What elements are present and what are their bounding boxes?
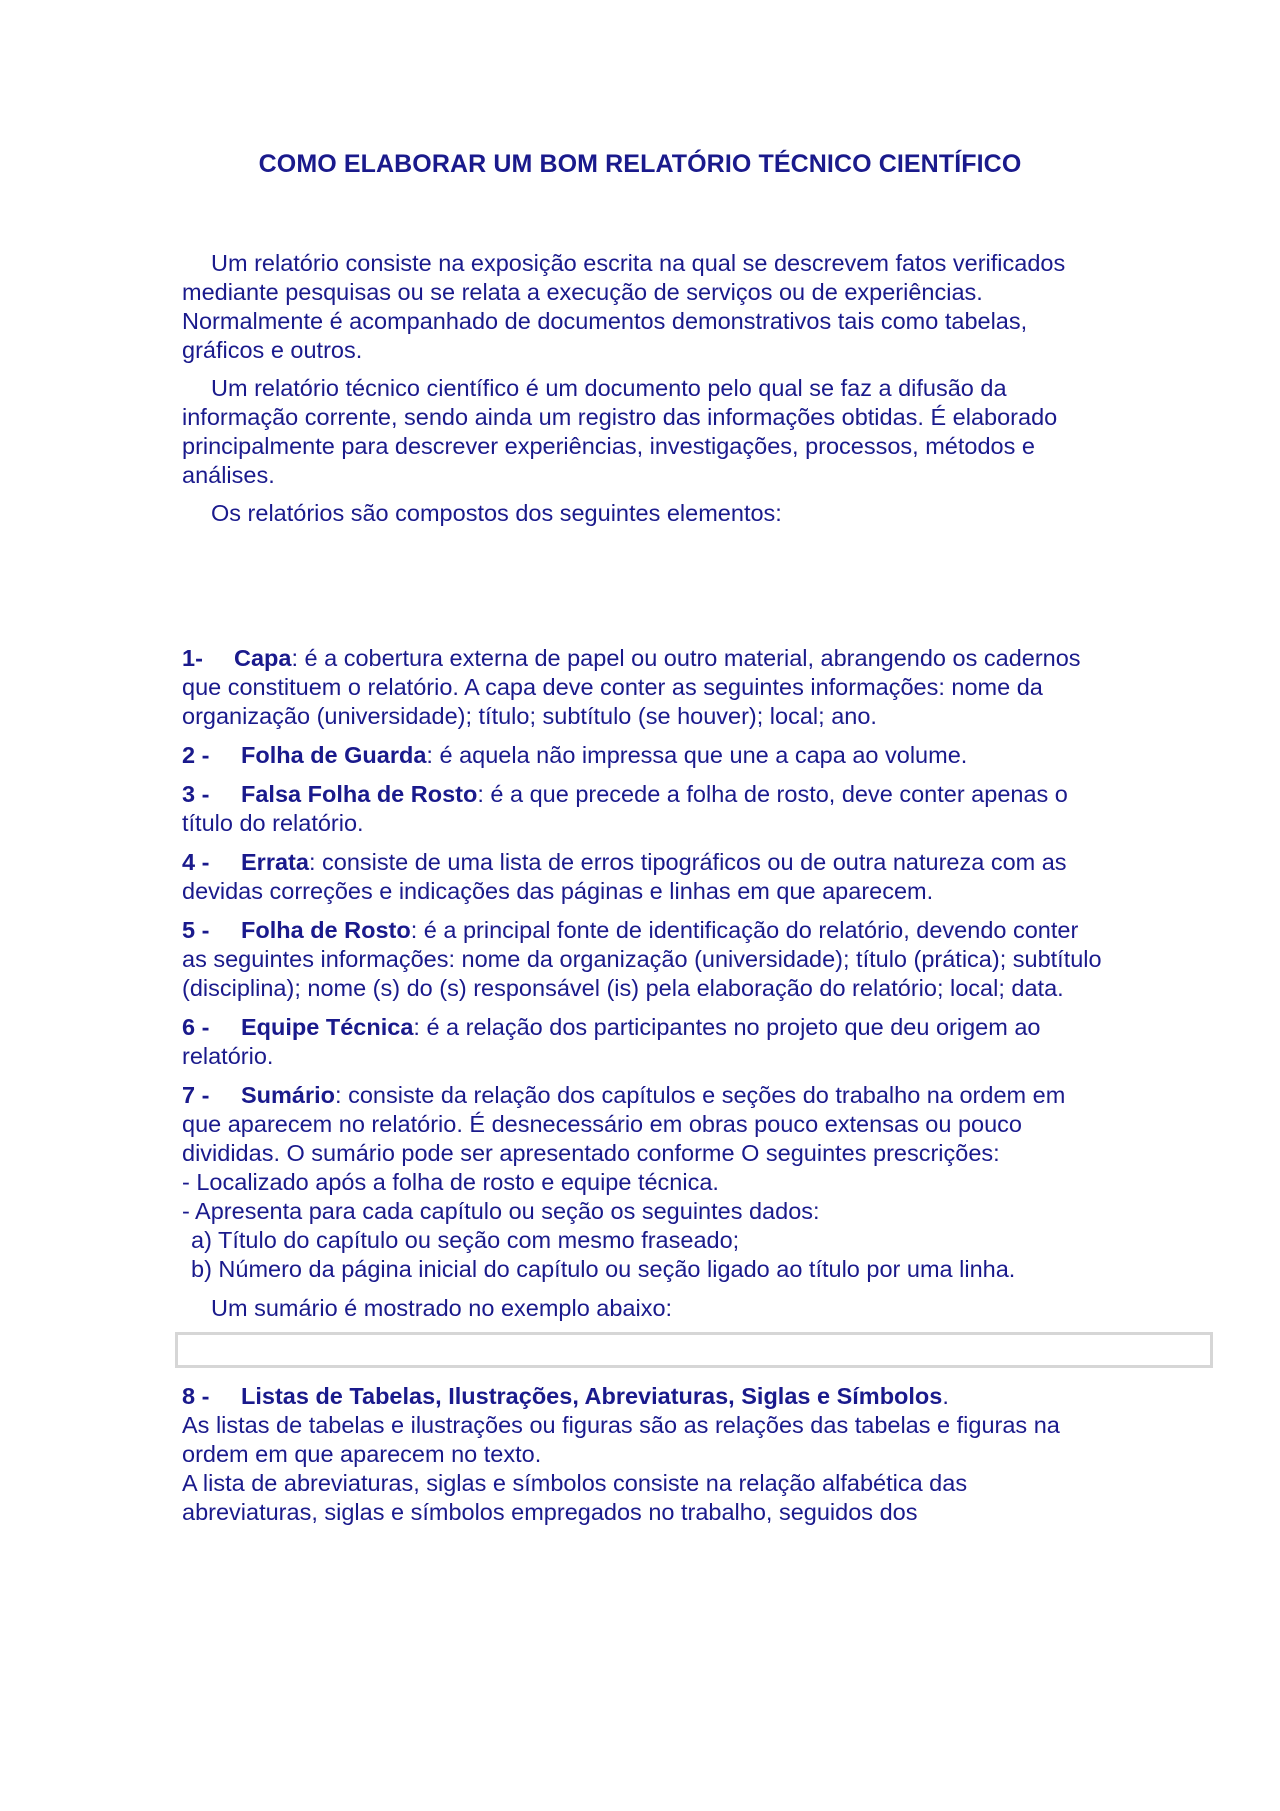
- item-text: : é aquela não impressa que une a capa ao volume.: [426, 742, 968, 768]
- item-title: Listas de Tabelas, Ilustrações, Abreviaturas, Siglas e Símbolos: [241, 1383, 943, 1409]
- item-title: Falsa Folha de Rosto: [241, 781, 478, 807]
- spacer: [182, 537, 1102, 644]
- sumario-detail-b-text: b) Número da página inicial do capítulo ou seção ligado ao título por uma linha.: [191, 1256, 1016, 1282]
- item-number: 2 -: [182, 742, 210, 768]
- item-title: Capa: [234, 645, 292, 671]
- item-number: 6 -: [182, 1014, 210, 1040]
- item-title: Sumário: [241, 1082, 336, 1108]
- document-body: [182, 249, 1102, 1537]
- listas-text-2: A lista de abreviaturas, siglas e símbolos consiste na relação alfabética das abreviaturas, siglas e símbolos empregados no trabalho, seguidos dos: [182, 1470, 968, 1525]
- sumario-detail-1: - Localizado após a folha de rosto e equipe técnica.: [182, 1169, 719, 1195]
- item-text: : é a principal fonte de identificação do relatório, devendo conter as seguintes informações: nome da organização (universidade); título (prática); subtítulo (disciplina); nome (s) do (s) responsável (is) pela elaboração do relatório; local; data.: [182, 917, 1102, 1001]
- item-number: 1-: [182, 645, 203, 671]
- sumario-detail-2: - Apresenta para cada capítulo ou seção os seguintes dados:: [182, 1198, 820, 1224]
- item-title-end: .: [942, 1383, 949, 1409]
- item-title: Folha de Guarda: [241, 742, 427, 768]
- document-title: COMO ELABORAR UM BOM RELATÓRIO TÉCNICO CIENTÍFICO: [258, 150, 1022, 178]
- sumario-detail-a: a) Título do capítulo ou seção com mesmo fraseado;: [191, 1227, 740, 1253]
- list-item-capa: [182, 644, 1102, 731]
- item-text: : é a que precede a folha de rosto, deve conter apenas o título do relatório.: [182, 781, 1068, 836]
- list-item-folha-de-guarda: [182, 741, 1102, 770]
- item-number: 8 -: [182, 1383, 210, 1409]
- sumario-detail-b: [182, 1255, 1102, 1284]
- item-number: 5 -: [182, 917, 210, 943]
- summary-example-text: Um sumário é mostrado no exemplo abaixo:: [211, 1295, 673, 1321]
- item-number: 4 -: [182, 849, 210, 875]
- list-item-sumario: [182, 1081, 1102, 1284]
- intro-paragraph-3: Os relatórios são compostos dos seguintes elementos:: [211, 500, 782, 526]
- item-text: : é a relação dos participantes no projeto que deu origem ao relatório.: [182, 1014, 1041, 1069]
- intro-paragraph-2: Um relatório técnico científico é um documento pelo qual se faz a difusão da informação corrente, sendo ainda um registro das informações obtidas. É elaborado principalmente para descrever experiências, investigações, processos, métodos e análises.: [182, 375, 1058, 488]
- summary-example-box: [175, 1332, 1213, 1368]
- item-title: Errata: [241, 849, 309, 875]
- item-number: 7 -: [182, 1082, 210, 1108]
- item-text: : consiste de uma lista de erros tipográficos ou de outra natureza com as devidas correções e indicações das páginas e linhas em que aparecem.: [182, 849, 1067, 904]
- list-item-folha-de-rosto: [182, 916, 1102, 1003]
- list-item-equipe-tecnica: [182, 1013, 1102, 1071]
- item-number: 3 -: [182, 781, 210, 807]
- item-title: Folha de Rosto: [241, 917, 411, 943]
- item-text: : consiste da relação dos capítulos e seções do trabalho na ordem em que aparecem no relatório. É desnecessário em obras pouco extensas ou pouco divididas. O sumário pode ser apresentado conforme O seguintes prescrições:: [182, 1082, 1066, 1166]
- list-item-falsa-folha-de-rosto: [182, 780, 1102, 838]
- listas-text-1: As listas de tabelas e ilustrações ou figuras são as relações das tabelas e figuras na ordem em que aparecem no texto.: [182, 1412, 1060, 1467]
- item-title: Equipe Técnica: [241, 1014, 414, 1040]
- list-item-errata: [182, 848, 1102, 906]
- item-text: : é a cobertura externa de papel ou outro material, abrangendo os cadernos que constituem o relatório. A capa deve conter as seguintes informações: nome da organização (universidade); título; subtítulo (se houver); local; ano.: [182, 645, 1081, 729]
- intro-paragraph-1: Um relatório consiste na exposição escrita na qual se descrevem fatos verificados mediante pesquisas ou se relata a execução de serviços ou de experiências. Normalmente é acompanhado de documentos demonstrativos tais como tabelas, gráficos e outros.: [182, 250, 1066, 363]
- list-item-listas: [182, 1382, 1102, 1527]
